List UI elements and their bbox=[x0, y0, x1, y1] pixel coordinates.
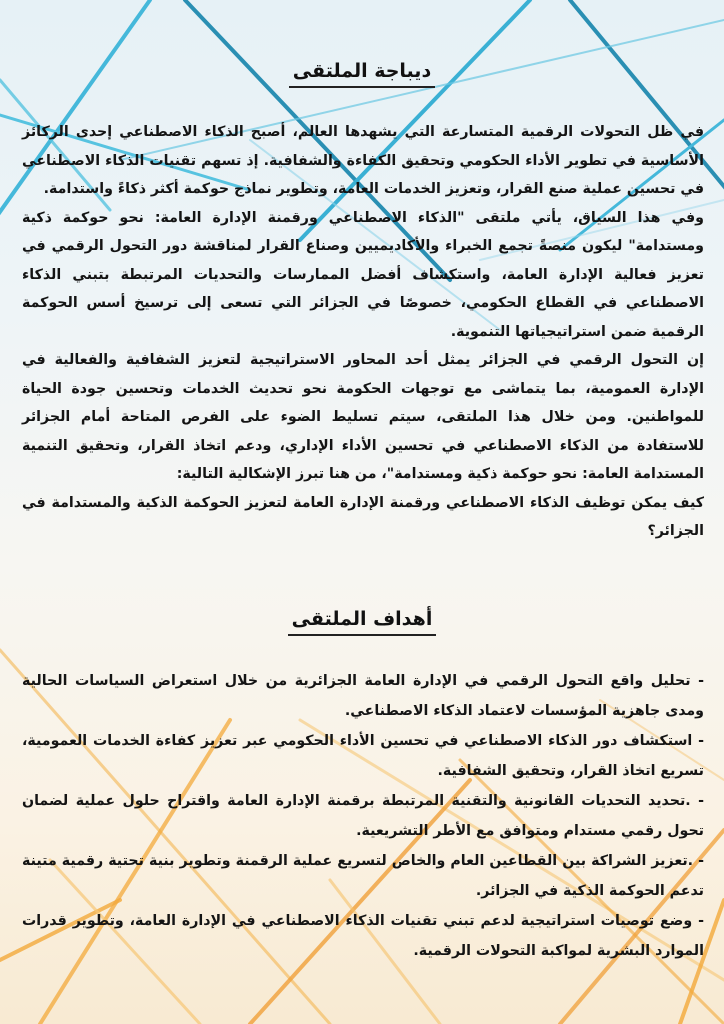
preamble-paragraph-1: في ظل التحولات الرقمية المتسارعة التي يشهدها العالم، أصبح الذكاء الاصطناعي إحدى الركائز الأساسية في تطوير الأداء الحكومي وتحقيق الكفاءة والشفافية. إذ تسهم تقنيات الذكاء الاصطناعي في تحسين عملية صنع القرار، وتعزيز الخدمات العامة، وتطوير نماذج حوكمة أكثر ذكاءً واستدامة. bbox=[22, 124, 704, 197]
preamble-section bbox=[22, 118, 704, 546]
preamble-paragraph-3: إن التحول الرقمي في الجزائر يمثل أحد المحاور الاستراتيجية لتعزيز الشفافية والفعالية في الإدارة العمومية، بما يتماشى مع توجهات الحكومة نحو تحديث الخدمات وتحسين جودة الحياة للمواطنين. ومن خلال هذا الملتقى، سيتم تسليط الضوء على الفرص المتاحة أمام الجزائر للاستفادة من الذكاء الاصطناعي في تحسين الأداء الإداري، ودعم اتخاذ القرار، وتحقيق التنمية المستدامة العامة: نحو حوكمة ذكية ومستدامة"، من هنا تبرز الإشكالية التالية: bbox=[22, 352, 704, 482]
research-question: كيف يمكن توظيف الذكاء الاصطناعي ورقمنة الإدارة العامة لتعزيز الحوكمة الذكية والمستدامة في الجزائر؟ bbox=[22, 494, 704, 539]
goal-item-5: - وضع توصيات استراتيجية لدعم تبني تقنيات الذكاء الاصطناعي في الإدارة العامة، وتطوير قدرات الموارد البشرية لمواكبة التحولات الرقمية. bbox=[22, 913, 704, 959]
preamble-title: ديباجة الملتقى bbox=[289, 60, 435, 88]
preamble-heading bbox=[0, 60, 724, 82]
preamble-paragraph-2: وفي هذا السياق، يأتي ملتقى "الذكاء الاصطناعي ورقمنة الإدارة العامة: نحو حوكمة ذكية ومستدامة" ليكون منصةً تجمع الخبراء والأكاديميين وصناع القرار لمناقشة دور التحول الرقمي في تعزيز فعالية الإدارة العامة، واستكشاف أفضل الممارسات والتحديات المرتبطة بتبني الذكاء الاصطناعي في القطاع الحكومي، خصوصًا في الجزائر التي تسعى إلى ترسيخ أسس الحوكمة الرقمية ضمن استراتيجياتها التنموية. bbox=[22, 209, 704, 340]
goals-title: أهداف الملتقى bbox=[288, 608, 437, 636]
goal-item-3: - .تحديد التحديات القانونية والتقنية المرتبطة برقمنة الإدارة العامة واقتراح حلول عملية لضمان تحول رقمي مستدام ومتوافق مع الأطر التشريعية. bbox=[22, 793, 704, 839]
goal-item-1: - تحليل واقع التحول الرقمي في الإدارة العامة الجزائرية من خلال استعراض السياسات الحالية ومدى جاهزية المؤسسات لاعتماد الذكاء الاصطناعي. bbox=[22, 673, 704, 719]
goals-list bbox=[22, 666, 704, 966]
goals-heading bbox=[0, 608, 724, 630]
goal-item-2: - استكشاف دور الذكاء الاصطناعي في تحسين الأداء الحكومي عبر تعزيز كفاءة الخدمات العمومية، تسريع اتخاذ القرار، وتحقيق الشفافية. bbox=[22, 733, 704, 779]
goal-item-4: - .تعزيز الشراكة بين القطاعين العام والخاص لتسريع عملية الرقمنة وتطوير بنية تحتية رقمية متينة تدعم الحوكمة الذكية في الجزائر. bbox=[22, 853, 704, 899]
